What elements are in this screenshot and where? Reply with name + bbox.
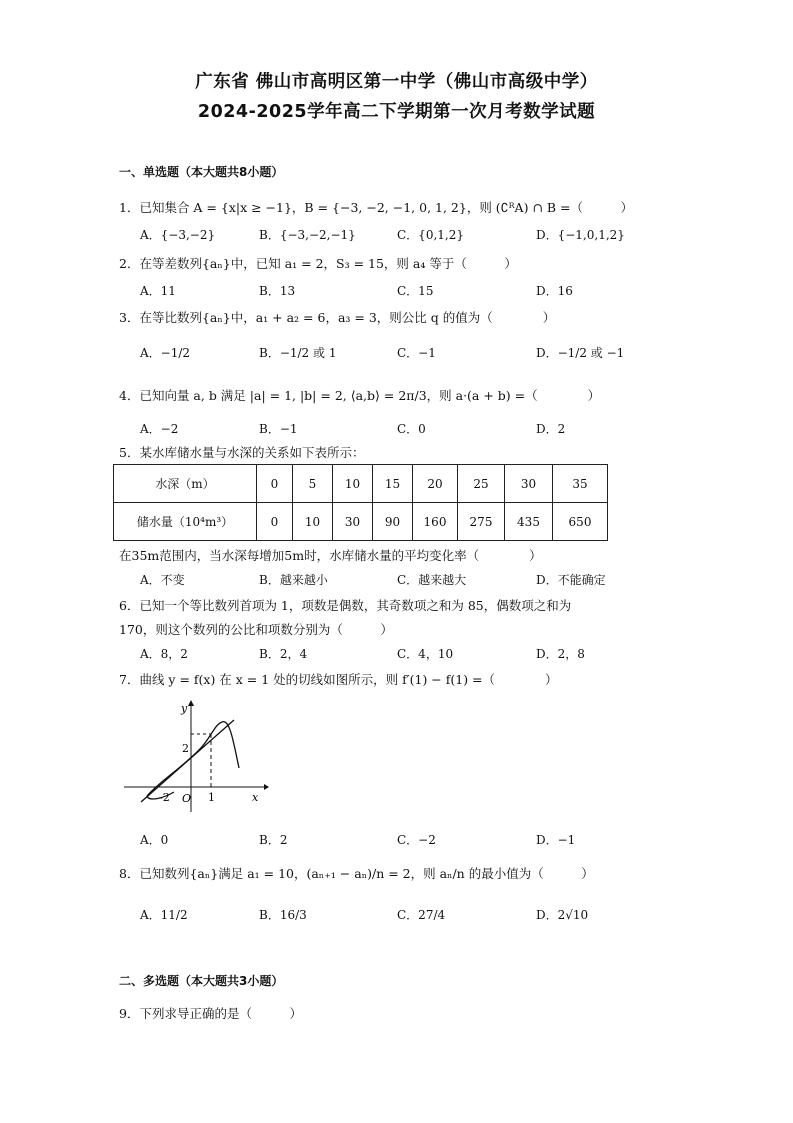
q7-option-d: D．−1 xyxy=(536,833,576,847)
q3-option-c: C．−1 xyxy=(397,346,436,360)
q8-option-c: C．27/4 xyxy=(397,908,446,922)
q4-option-d: D．2 xyxy=(536,422,566,436)
q5-option-b: B．越来越小 xyxy=(259,573,328,587)
table-cell: 650 xyxy=(553,503,608,541)
title-line-2: 2024-2025学年高二下学期第一次月考数学试题 xyxy=(197,102,596,122)
q2-option-a: A．11 xyxy=(140,284,176,298)
q1-option-c: C．{0,1,2} xyxy=(397,228,464,242)
y-axis-arrow-icon xyxy=(188,700,194,706)
question-6-line-2: 170，则这个数列的公比和项数分别为（ ） xyxy=(119,622,393,637)
table-cell: 10 xyxy=(293,503,333,541)
table-cell: 30 xyxy=(505,465,553,503)
q4-option-b: B．−1 xyxy=(259,422,298,436)
question-6-line-1: 6．已知一个等比数列首项为 1，项数是偶数，其奇数项之和为 85，偶数项之和为 xyxy=(119,598,572,613)
table-cell: 160 xyxy=(413,503,458,541)
label-one: 1 xyxy=(208,791,215,804)
question-5-follow: 在35m范围内，当水深每增加5m时，水库储水量的平均变化率（ ） xyxy=(119,548,542,563)
question-4: 4．已知向量 a, b 满足 |a| = 1, |b| = 2, ⟨a,b⟩ = 2π/3，则 a·(a + b) =（ ） xyxy=(119,388,601,403)
table-row xyxy=(114,465,608,503)
table-cell: 0 xyxy=(257,465,293,503)
label-neg-two: -2 xyxy=(159,791,170,804)
q5-option-c: C．越来越大 xyxy=(397,573,467,587)
q1-option-b: B．{−3,−2,−1} xyxy=(259,228,356,242)
x-label: x xyxy=(252,791,259,804)
table-cell: 30 xyxy=(333,503,373,541)
question-3: 3．在等比数列{aₙ}中，a₁ + a₂ = 6，a₃ = 3，则公比 q 的值为（ ） xyxy=(119,310,556,325)
question-8: 8．已知数列{aₙ}满足 a₁ = 10，(aₙ₊₁ − aₙ)/n = 2，则 aₙ/n 的最小值为（ ） xyxy=(119,866,594,881)
table-cell: 20 xyxy=(413,465,458,503)
section-single-choice: 一、单选题（本大题共8小题） xyxy=(119,165,284,179)
table-cell: 90 xyxy=(373,503,413,541)
table-cell: 35 xyxy=(553,465,608,503)
q2-option-d: D．16 xyxy=(536,284,573,298)
table-cell: 25 xyxy=(458,465,505,503)
q7-option-c: C．−2 xyxy=(397,833,436,847)
table-cell: 15 xyxy=(373,465,413,503)
q5-option-a: A．不变 xyxy=(140,573,185,587)
q2-option-c: C．15 xyxy=(397,284,434,298)
table-cell: 10 xyxy=(333,465,373,503)
q3-option-a: A．−1/2 xyxy=(140,346,191,360)
table-cell: 5 xyxy=(293,465,333,503)
q7-option-b: B．2 xyxy=(259,833,288,847)
x-axis-arrow-icon xyxy=(264,784,269,790)
table-cell: 435 xyxy=(505,503,553,541)
q6-option-d: D．2，8 xyxy=(536,647,585,661)
q6-option-c: C．4，10 xyxy=(397,647,454,661)
q7-option-a: A．0 xyxy=(140,833,169,847)
question-1: 1．已知集合 A = {x|x ≥ −1}，B = {−3, −2, −1, 0, 1, 2}，则 (∁ᴿA) ∩ B =（ ） xyxy=(119,200,634,215)
question-2: 2．在等差数列{aₙ}中，已知 a₁ = 2，S₃ = 15，则 a₄ 等于（ ） xyxy=(119,256,517,271)
question-5: 5．某水库储水量与水深的关系如下表所示： xyxy=(119,445,365,460)
table-header-depth: 水深（m） xyxy=(114,465,257,503)
depth-storage-table xyxy=(113,464,608,541)
q8-option-d: D．2√10 xyxy=(536,908,589,922)
label-origin: O xyxy=(182,792,192,805)
q6-option-a: A．8，2 xyxy=(140,647,188,661)
table-header-storage: 储水量（10⁴m³） xyxy=(114,503,257,541)
table-cell: 275 xyxy=(458,503,505,541)
q8-option-b: B．16/3 xyxy=(259,908,307,922)
q5-option-d: D．不能确定 xyxy=(536,573,606,587)
tangent-line-graph xyxy=(119,700,269,815)
q2-option-b: B．13 xyxy=(259,284,296,298)
q4-option-c: C．0 xyxy=(397,422,426,436)
y-label: y xyxy=(181,702,188,715)
q8-option-a: A．11/2 xyxy=(140,908,188,922)
question-7: 7．曲线 y = f(x) 在 x = 1 处的切线如图所示，则 f′(1) − f(1) =（ ） xyxy=(119,672,558,687)
label-two: 2 xyxy=(182,742,189,755)
section-multiple-choice: 二、多选题（本大题共3小题） xyxy=(119,974,284,988)
title-line-1: 广东省 佛山市高明区第一中学（佛山市高级中学） xyxy=(195,72,598,92)
q3-option-b: B．−1/2 或 1 xyxy=(259,346,337,360)
q1-option-d: D．{−1,0,1,2} xyxy=(536,228,625,242)
q4-option-a: A．−2 xyxy=(140,422,179,436)
q6-option-b: B．2，4 xyxy=(259,647,308,661)
q3-option-d: D．−1/2 或 −1 xyxy=(536,346,625,360)
table-row xyxy=(114,503,608,541)
table-cell: 0 xyxy=(257,503,293,541)
q1-option-a: A．{−3,−2} xyxy=(140,228,216,242)
question-9: 9．下列求导正确的是（ ） xyxy=(119,1006,302,1021)
